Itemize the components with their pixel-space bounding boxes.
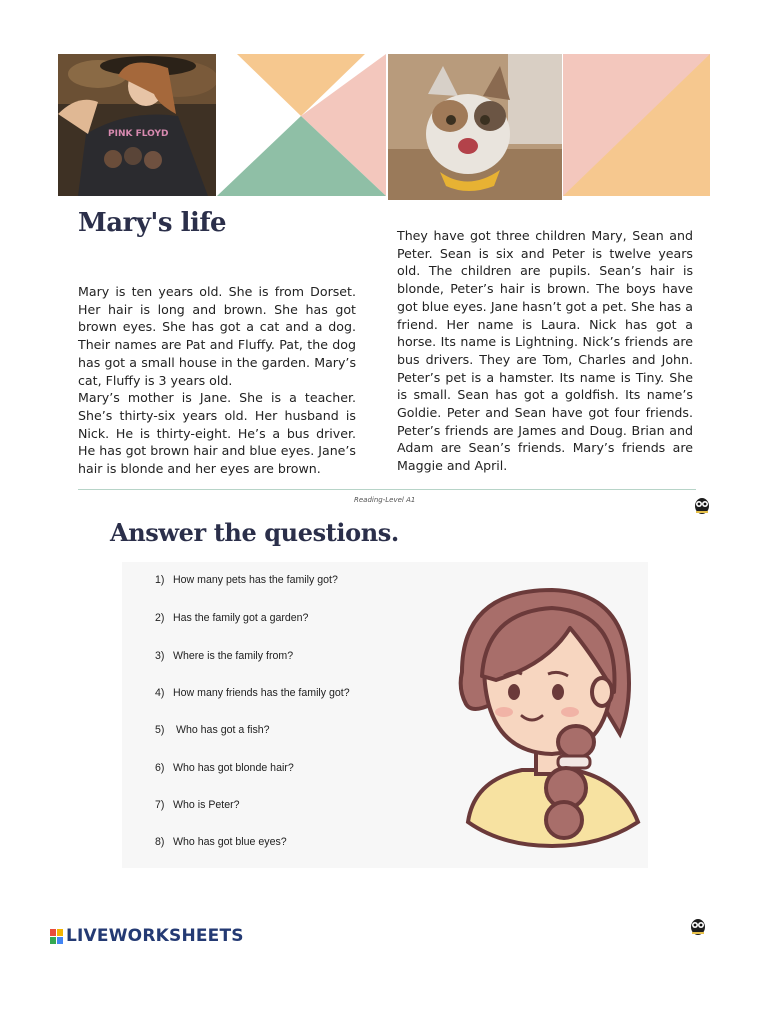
- question-item: [155, 612, 308, 624]
- question-text: Who has got blue eyes?: [173, 836, 287, 848]
- geometric-tile-left: [217, 54, 386, 196]
- question-item: [155, 799, 240, 811]
- question-number: 1): [155, 574, 165, 586]
- brand-name: LIVEWORKSHEETS: [66, 926, 244, 946]
- divider: [78, 489, 696, 490]
- question-text: Who has got blonde hair?: [173, 762, 294, 774]
- question-text: Has the family got a garden?: [173, 612, 309, 624]
- question-item: [155, 762, 294, 774]
- question-text: How many friends has the family got?: [173, 687, 350, 699]
- question-item: [155, 724, 270, 736]
- paragraph: They have got three children Mary, Sean and Peter. Sean is six and Peter is twelve years old. The children are pupils. Sean’s hair is blonde, Peter’s hair is brown. The boys have got blue eyes. Jane hasn’t got a pet. She has a friend. Her name is Laura. Nick has got a horse. Its name is Lightning. Nick’s friends are bus drivers. They are Tom, Charles and John. Peter’s pet is a hamster. Its name is Tiny. She is small. Sean has got a goldfish. Its name’s Goldie. Peter and Sean have got four friends. Peter’s friends are James and Doug. Brian and Adam are Sean’s friends. Mary’s friends are Maggie and April.: [397, 228, 693, 474]
- question-text: Who has got a fish?: [173, 724, 270, 736]
- question-item: [155, 836, 287, 848]
- right-text-column: [397, 227, 693, 475]
- paragraph: Mary’s mother is Jane. She is a teacher. She’s thirty-six years old. Her husband is Nick. He is thirty-eight. He’s a bus driver. He has got brown hair and blue eyes. Jane’s hair is blonde and her eyes are brown.: [78, 390, 356, 477]
- questions-title: Answer the questions.: [110, 518, 399, 547]
- left-text-column: [78, 283, 356, 478]
- brand-logo-icon: [50, 929, 64, 948]
- paragraph: Mary is ten years old. She is from Dorset. Her hair is long and brown. She has got brown eyes. She has got a cat and a dog. Their names are Pat and Fluffy. Pat, the dog has got a small house in the garden. Mary’s cat, Fluffy is 3 years old.: [78, 284, 356, 388]
- question-number: 4): [155, 687, 165, 699]
- question-item: [155, 574, 338, 586]
- question-text: How many pets has the family got?: [173, 574, 338, 586]
- owl-logo-icon: [690, 918, 706, 940]
- question-number: 5): [155, 724, 165, 736]
- level-label: Reading-Level A1: [354, 496, 416, 504]
- geometric-tile-right: [563, 54, 710, 196]
- question-number: 3): [155, 650, 165, 662]
- question-item: [155, 687, 350, 699]
- question-text: Where is the family from?: [173, 650, 294, 662]
- svg-text:PINK FLOYD: PINK FLOYD: [108, 129, 169, 139]
- question-number: 7): [155, 799, 165, 811]
- girl-illustration: [452, 584, 644, 854]
- reading-title: Mary's life: [78, 208, 227, 238]
- question-number: 2): [155, 612, 165, 624]
- question-text: Who is Peter?: [173, 799, 240, 811]
- question-item: [155, 650, 293, 662]
- photo-cat: [388, 54, 562, 200]
- question-number: 6): [155, 762, 165, 774]
- photo-girl: [58, 54, 216, 196]
- owl-logo-icon: [694, 497, 710, 519]
- question-number: 8): [155, 836, 165, 848]
